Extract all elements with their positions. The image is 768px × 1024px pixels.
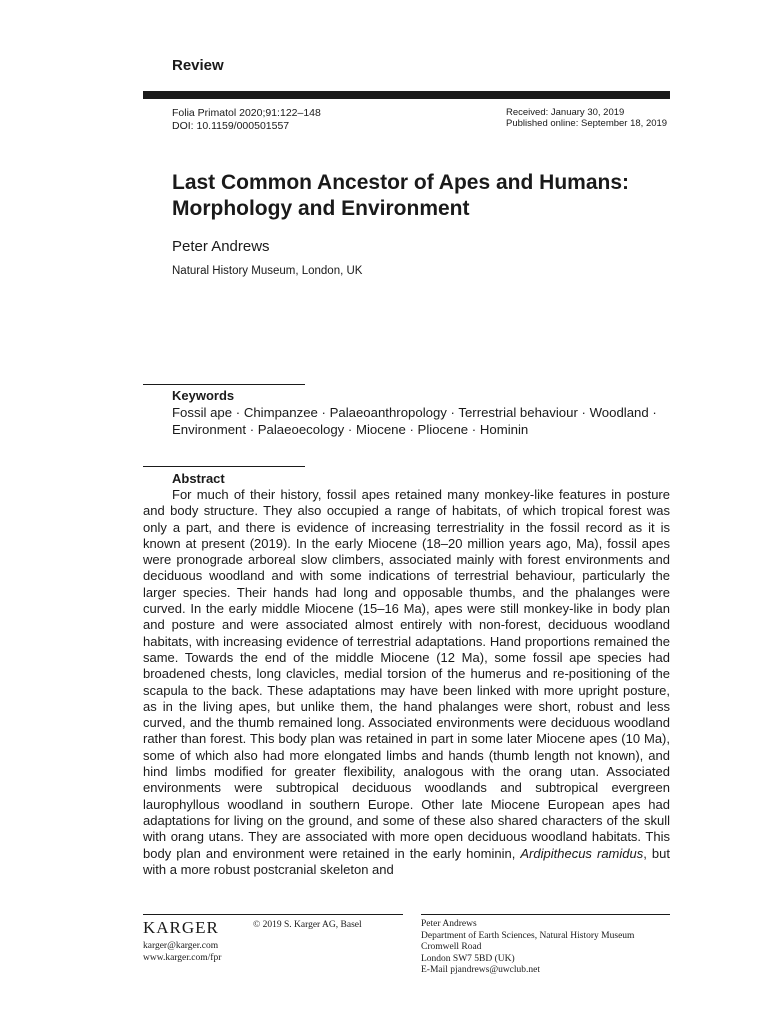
received-date: Received: January 30, 2019 [506, 107, 625, 118]
keywords-heading: Keywords [172, 388, 235, 403]
abstract-species-name: Ardipithecus ramidus [520, 845, 644, 861]
article-title-line2: Morphology and Environment [172, 197, 470, 220]
abstract-heading: Abstract [172, 471, 225, 486]
copyright-notice: © 2019 S. Karger AG, Basel [253, 920, 362, 930]
publisher-email-link[interactable]: karger@karger.com [143, 941, 219, 951]
citation-block [172, 107, 321, 133]
publisher-logo: KARGER [143, 918, 219, 937]
abstract-rule [143, 466, 305, 467]
author-affiliation: Natural History Museum, London, UK [172, 265, 363, 277]
section-label: Review [172, 57, 224, 74]
abstract-text: For much of their history, fossil apes retained many monkey-like features in posture and body structure. They also occupied a range of habitats, of which tropical forest was only a part, and there is evidence of increasing terrestriality in the fossil record as it is known at present (2019). In the early Miocene (18–20 million years ago, Ma), fossil apes were pronograde arboreal slow climbers, associated mainly with forest environments and deciduous woodland and with some indications of terrestrial behaviour, particularly the larger species. Their hands had long and opposable thumbs, and the phalanges were curved. In the early middle Miocene (15–16 Ma), apes were still monkey-like in body plan and posture and were associated almost entirely with non-forest, deciduous woodland habitats, with increasing evidence of terrestrial adaptations. Hand proportions remained the same. Towards the end of the middle Miocene (12 Ma), some fossil ape species had broadened chests, long clavicles, medial torsion of the humerus and re-positioning of the scapula to the back. These adaptations may have been linked with more upright posture, as in the living apes, but unlike them, the hand phalanges were short, robust and less curved, and the thumb remained long. Associated environments were deciduous woodland rather than forest. This body plan was retained in part in some later Miocene apes (10 Ma), some of which also had more elongated limbs and hands (thumb length not known), and hind limbs modified for greater flexibility, analogous with the orang utan. Associated environments were subtropical deciduous woodlands and subtropical evergreen laurophyllous woodland in southern Europe. Other late Miocene European apes had adaptations for living on the ground, and some of these also shared characters of the skull with orang utans. They are associated with more open deciduous woodland habitats. This body plan and environment were retained in the early hominin, [143, 487, 670, 861]
doi[interactable]: DOI: 10.1159/000501557 [172, 120, 290, 132]
correspondence-city: London SW7 5BD (UK) [421, 953, 515, 964]
dates-block [506, 107, 667, 129]
keywords-rule [143, 384, 305, 385]
correspondence-address [421, 919, 634, 977]
correspondence-name: Peter Andrews [421, 919, 477, 929]
journal-citation: Folia Primatol 2020;91:122–148 [172, 107, 321, 119]
abstract-text-end: , but with a more robust postcranial skeleton and [143, 845, 671, 877]
publisher-url-link[interactable]: www.karger.com/fpr [143, 952, 222, 963]
correspondence-department: Department of Earth Sciences, Natural History Museum [421, 930, 635, 941]
article-title-line1: Last Common Ancestor of Apes and Humans: [172, 171, 629, 194]
author-name: Peter Andrews [172, 238, 270, 255]
footer-rule-left [143, 914, 403, 915]
footer-rule-right [421, 914, 670, 915]
keywords-list: Fossil ape · Chimpanzee · Palaeoanthropology · Terrestrial behaviour · Woodland · Environment · Palaeoecology · Miocene · Pliocene · Hominin [172, 405, 657, 437]
correspondence-street: Cromwell Road [421, 942, 482, 952]
correspondence-email-link[interactable]: E-Mail pjandrews@uwclub.net [421, 965, 541, 975]
article-title [172, 170, 692, 222]
abstract-body [143, 487, 670, 878]
publisher-contact [143, 941, 221, 964]
published-date: Published online: September 18, 2019 [506, 118, 668, 129]
header-rule [143, 91, 670, 99]
